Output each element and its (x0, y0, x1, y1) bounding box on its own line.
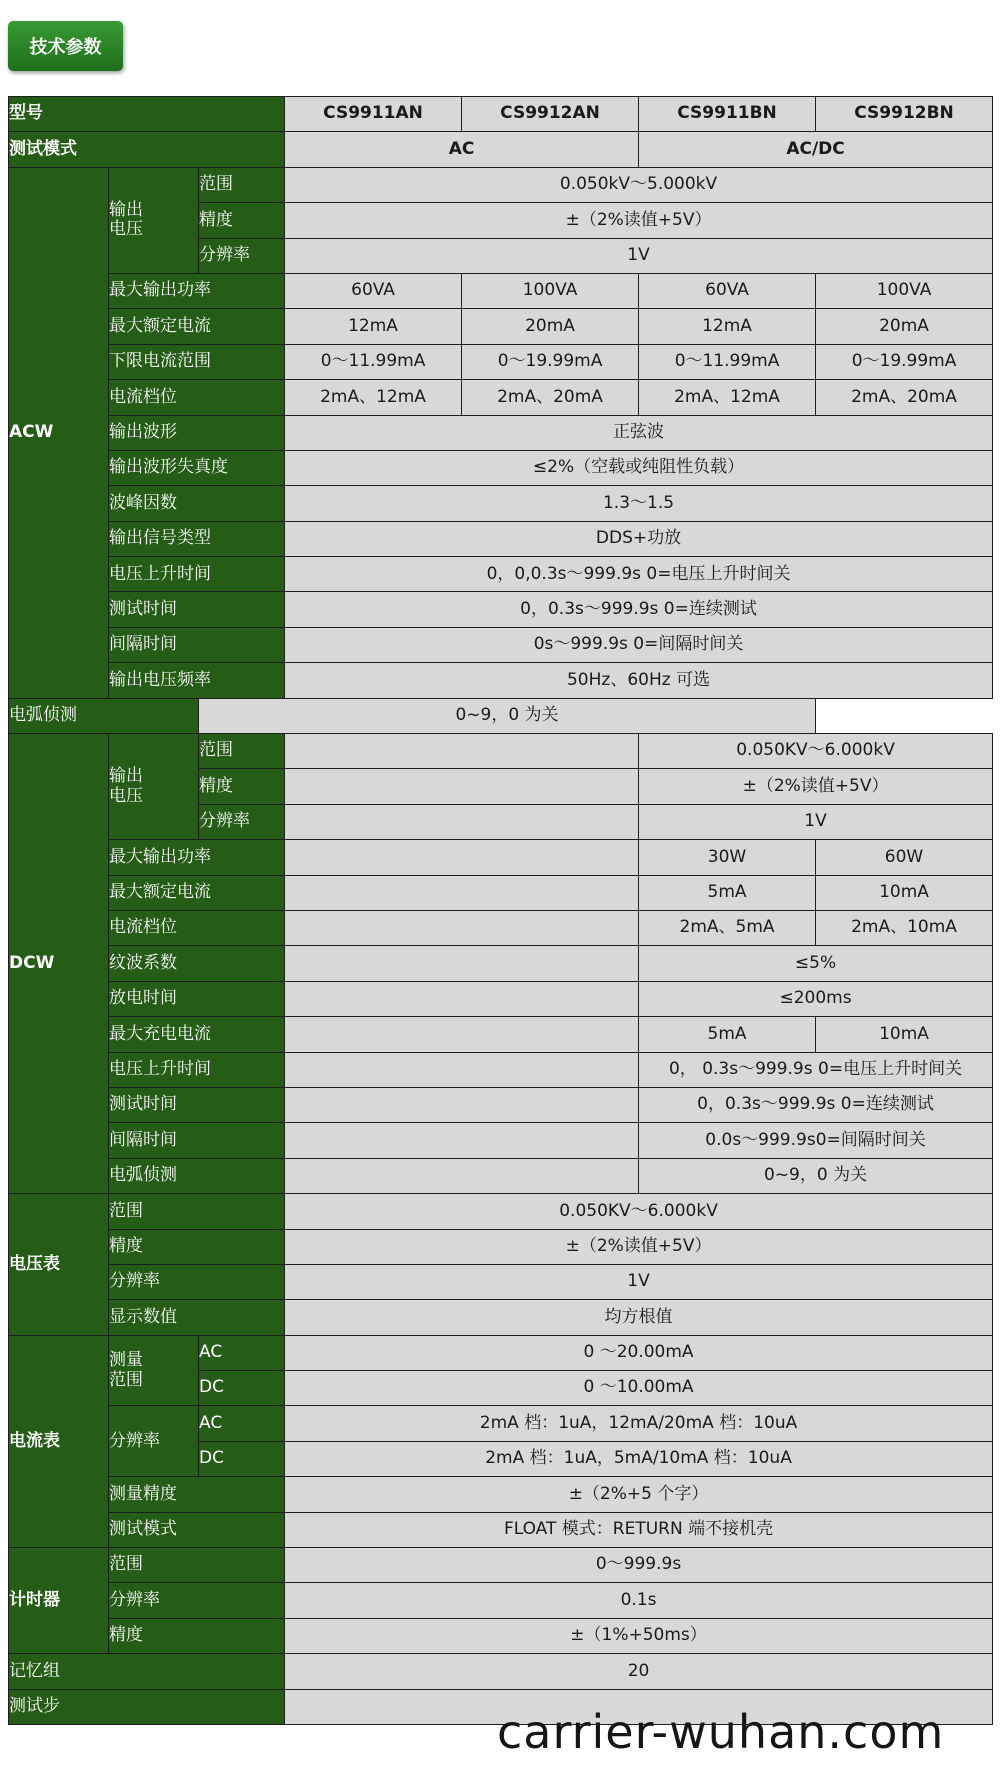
row-label: 记忆组 (9, 1654, 285, 1689)
value-cell: 1V (639, 804, 993, 839)
row-label: 电压上升时间 (109, 557, 285, 592)
value-cell: 2mA、12mA (639, 380, 816, 415)
row-label: 精度 (109, 1618, 285, 1653)
ammeter-measure-label (109, 1335, 199, 1406)
value-cell: 1.3～1.5 (285, 486, 993, 521)
value-cell: ≤2%（空载或纯阻性负载） (285, 450, 993, 485)
value-cell: FLOAT 模式：RETURN 端不接机壳 (285, 1512, 993, 1547)
table-row (9, 344, 993, 379)
value-cell: ±（2%读值+5V） (639, 769, 993, 804)
value-cell: 2mA、20mA (462, 380, 639, 415)
acw-label: ACW (9, 167, 109, 698)
table-row (9, 1477, 993, 1512)
row-label: 间隔时间 (109, 1123, 285, 1158)
value-cell: 20mA (462, 309, 639, 344)
row-label: 精度 (199, 203, 285, 238)
table-row (9, 1017, 993, 1052)
row-label: 间隔时间 (109, 627, 285, 662)
table-row (9, 698, 993, 733)
value-cell: 60VA (285, 273, 462, 308)
table-row (9, 450, 993, 485)
value-cell: 2mA、5mA (639, 910, 816, 945)
row-label: 分辨率 (199, 238, 285, 273)
row-label: 电弧侦测 (109, 1158, 285, 1193)
row-label: 输出信号类型 (109, 521, 285, 556)
value-cell: 12mA (285, 309, 462, 344)
value-cell: ±（2%读值+5V） (285, 1229, 993, 1264)
table-row (9, 273, 993, 308)
row-label: 测试时间 (109, 1087, 285, 1122)
value-cell: 100VA (462, 273, 639, 308)
value-cell: 2mA 档：1uA，5mA/10mA 档：10uA (285, 1441, 993, 1476)
table-row (9, 415, 993, 450)
value-cell: 0~9，0 为关 (199, 698, 816, 733)
model-cell: CS9912BN (816, 97, 993, 132)
row-label: 测试模式 (109, 1512, 285, 1547)
table-row (9, 1158, 993, 1193)
model-cell: CS9912AN (462, 97, 639, 132)
row-label: 最大额定电流 (109, 309, 285, 344)
value-cell: 2mA、10mA (816, 910, 993, 945)
value-cell: 0～11.99mA (285, 344, 462, 379)
value-cell: ≤5% (639, 946, 993, 981)
watermark: carrier-wuhan.com (497, 1705, 945, 1759)
row-label: 分辨率 (109, 1583, 285, 1618)
blank-cell (285, 734, 639, 769)
value-cell: 0.1s (285, 1583, 993, 1618)
model-row (9, 97, 993, 132)
row-label: 测试步 (9, 1689, 285, 1724)
blank-cell (285, 981, 639, 1016)
value-cell: 20mA (816, 309, 993, 344)
table-row (9, 1548, 993, 1583)
value-cell: 0.050kV～5.000kV (285, 167, 993, 202)
table-row (9, 167, 993, 202)
row-label: 范围 (109, 1194, 285, 1229)
value-cell: 30W (639, 840, 816, 875)
model-label: 型号 (9, 97, 285, 132)
model-cell: CS9911AN (285, 97, 462, 132)
value-cell: 0， 0.3s～999.9s 0=电压上升时间关 (639, 1052, 993, 1087)
value-cell: 0.0s～999.9s0=间隔时间关 (639, 1123, 993, 1158)
row-label: 下限电流范围 (109, 344, 285, 379)
row-label: 波峰因数 (109, 486, 285, 521)
row-label: DC (199, 1441, 285, 1476)
row-label: 范围 (109, 1548, 285, 1583)
dcw-voltage-label-1: 输出 (109, 766, 143, 787)
table-row (9, 309, 993, 344)
table-row (9, 1300, 993, 1335)
blank-cell (285, 875, 639, 910)
blank-cell (285, 1017, 639, 1052)
row-label: 输出波形失真度 (109, 450, 285, 485)
value-cell: 0～19.99mA (462, 344, 639, 379)
row-label: 最大充电电流 (109, 1017, 285, 1052)
value-cell: 0～999.9s (285, 1548, 993, 1583)
mode-row (9, 132, 993, 167)
value-cell: 12mA (639, 309, 816, 344)
value-cell: 60VA (639, 273, 816, 308)
blank-cell (285, 1158, 639, 1193)
table-row (9, 627, 993, 662)
blank-cell (285, 1087, 639, 1122)
value-cell: 0～19.99mA (816, 344, 993, 379)
table-row (9, 663, 993, 698)
value-cell: 100VA (816, 273, 993, 308)
voltmeter-label: 电压表 (9, 1194, 109, 1336)
row-label: 测试时间 (109, 592, 285, 627)
value-cell: 1V (285, 1264, 993, 1299)
row-label: AC (199, 1406, 285, 1441)
row-label: 电弧侦测 (9, 698, 199, 733)
row-label: 电流档位 (109, 910, 285, 945)
value-cell: 5mA (639, 1017, 816, 1052)
value-cell: 0，0,0.3s～999.9s 0=电压上升时间关 (285, 557, 993, 592)
value-cell: 10mA (816, 1017, 993, 1052)
ammeter-resolution-label: 分辨率 (109, 1406, 199, 1477)
table-row (9, 1654, 993, 1689)
row-label: 最大输出功率 (109, 273, 285, 308)
row-label: 显示数值 (109, 1300, 285, 1335)
table-row (9, 875, 993, 910)
section-title-button[interactable]: 技术参数 (8, 21, 123, 71)
table-row (9, 486, 993, 521)
table-row (9, 521, 993, 556)
table-row (9, 380, 993, 415)
table-row (9, 946, 993, 981)
table-row (9, 592, 993, 627)
value-cell: 60W (816, 840, 993, 875)
table-row (9, 1229, 993, 1264)
value-cell: 20 (285, 1654, 993, 1689)
blank-cell (285, 946, 639, 981)
dcw-label: DCW (9, 734, 109, 1194)
row-label: 纹波系数 (109, 946, 285, 981)
blank-cell (285, 1052, 639, 1087)
mode-label: 测试模式 (9, 132, 285, 167)
value-cell: 5mA (639, 875, 816, 910)
blank-cell (285, 769, 639, 804)
row-label: 电压上升时间 (109, 1052, 285, 1087)
row-label: 测量精度 (109, 1477, 285, 1512)
value-cell: 10mA (816, 875, 993, 910)
table-row (9, 557, 993, 592)
table-row (9, 1087, 993, 1122)
row-label: 分辨率 (199, 804, 285, 839)
table-row (9, 734, 993, 769)
value-cell: 2mA、12mA (285, 380, 462, 415)
table-row (9, 910, 993, 945)
dcw-voltage-label-2: 电压 (109, 785, 143, 806)
ammeter-measure-label-1: 测量 (109, 1350, 143, 1371)
table-row (9, 1335, 993, 1370)
blank-cell (285, 804, 639, 839)
row-label: 精度 (199, 769, 285, 804)
acw-voltage-label-1: 输出 (109, 199, 143, 220)
acw-voltage-label (109, 167, 199, 273)
table-row (9, 840, 993, 875)
value-cell: 均方根值 (285, 1300, 993, 1335)
table-row (9, 1618, 993, 1653)
row-label: 输出电压频率 (109, 663, 285, 698)
value-cell: 0~9，0 为关 (639, 1158, 993, 1193)
value-cell: DDS+功放 (285, 521, 993, 556)
value-cell: ≤200ms (639, 981, 993, 1016)
value-cell: 0.050KV～6.000kV (639, 734, 993, 769)
table-row (9, 981, 993, 1016)
table-row (9, 1123, 993, 1158)
value-cell: 0.050KV～6.000kV (285, 1194, 993, 1229)
acw-voltage-label-2: 电压 (109, 219, 143, 240)
spec-table (8, 96, 993, 1725)
row-label: DC (199, 1371, 285, 1406)
row-label: 范围 (199, 734, 285, 769)
row-label: 电流档位 (109, 380, 285, 415)
row-label: 精度 (109, 1229, 285, 1264)
timer-label: 计时器 (9, 1548, 109, 1654)
mode-cell: AC/DC (639, 132, 993, 167)
value-cell: ±（2%读值+5V） (285, 203, 993, 238)
row-label: 分辨率 (109, 1264, 285, 1299)
value-cell: 0 ～20.00mA (285, 1335, 993, 1370)
table-row (9, 1052, 993, 1087)
value-cell: 0 ～10.00mA (285, 1371, 993, 1406)
value-cell: 0～11.99mA (639, 344, 816, 379)
value-cell: 0，0.3s～999.9s 0=连续测试 (285, 592, 993, 627)
row-label: 最大额定电流 (109, 875, 285, 910)
table-row (9, 1406, 993, 1441)
dcw-voltage-label (109, 734, 199, 840)
value-cell: 1V (285, 238, 993, 273)
blank-cell (285, 840, 639, 875)
blank-cell (285, 910, 639, 945)
value-cell: 2mA、20mA (816, 380, 993, 415)
table-row (9, 1194, 993, 1229)
ammeter-measure-label-2: 范围 (109, 1369, 143, 1390)
row-label: AC (199, 1335, 285, 1370)
model-cell: CS9911BN (639, 97, 816, 132)
table-row (9, 1264, 993, 1299)
mode-cell: AC (285, 132, 639, 167)
table-row (9, 1512, 993, 1547)
row-label: 输出波形 (109, 415, 285, 450)
value-cell: 0s～999.9s 0=间隔时间关 (285, 627, 993, 662)
row-label: 最大输出功率 (109, 840, 285, 875)
table-row (9, 1583, 993, 1618)
value-cell: 2mA 档：1uA，12mA/20mA 档：10uA (285, 1406, 993, 1441)
blank-cell (285, 1123, 639, 1158)
value-cell: 正弦波 (285, 415, 993, 450)
value-cell: 0，0.3s～999.9s 0=连续测试 (639, 1087, 993, 1122)
value-cell: 50Hz、60Hz 可选 (285, 663, 993, 698)
value-cell: ±（2%+5 个字） (285, 1477, 993, 1512)
row-label: 范围 (199, 167, 285, 202)
ammeter-label: 电流表 (9, 1335, 109, 1547)
row-label: 放电时间 (109, 981, 285, 1016)
value-cell: ±（1%+50ms） (285, 1618, 993, 1653)
